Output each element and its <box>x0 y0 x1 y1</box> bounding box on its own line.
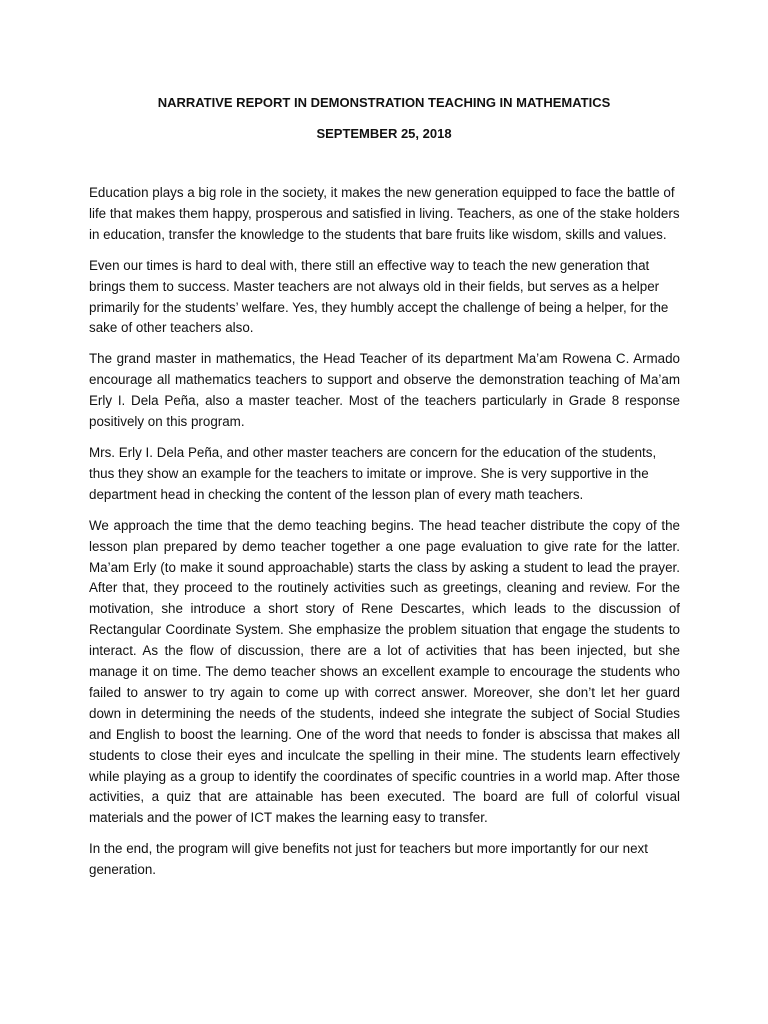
document-body <box>89 183 680 891</box>
document-title: NARRATIVE REPORT IN DEMONSTRATION TEACHING IN MATHEMATICS <box>157 95 611 110</box>
paragraph-education-role: Education plays a big role in the society, it makes the new generation equipped to face the battle of life that makes them happy, prosperous and satisfied in living. Teachers, as one of the stake holders in education, transfer the knowledge to the students that bare fruits like wisdom, skills and values. <box>89 185 680 242</box>
paragraph-conclusion: In the end, the program will give benefits not just for teachers but more importantly for our next generation. <box>89 841 648 878</box>
paragraph-demo-teaching: We approach the time that the demo teaching begins. The head teacher distribute the copy of the lesson plan prepared by demo teacher together a one page evaluation to give rate for the latter. Ma’am Erly (to make it sound approachable) starts the class by asking a student to lead the prayer. After that, they proceed to the routinely activities such as greetings, cleaning and review. For the motivation, she introduce a short story of Rene Descartes, which leads to the discussion of Rectangular Coordinate System. She emphasize the problem situation that engage the students to interact. As the flow of discussion, there are a lot of activities that has been injected, but she manage it on time. The demo teacher shows an excellent example to encourage the students who failed to answer to try again to come up with correct answer. Moreover, she don’t let her guard down in determining the needs of the students, indeed she integrate the subject of Social Studies and English to boost the learning. One of the word that needs to fonder is abscissa that makes all students to close their eyes and inculcate the spelling in their mine. The students learn effectively while playing as a group to identify the coordinates of specific countries in a world map. After those activities, a quiz that are attainable has been executed. The board are full of colorful visual materials and the power of ICT makes the learning easy to transfer. <box>89 517 680 826</box>
document-date: SEPTEMBER 25, 2018 <box>316 126 452 141</box>
paragraph-head-teacher: The grand master in mathematics, the Head Teacher of its department Ma’am Rowena C. Armado encourage all mathematics teachers to support and observe the demonstration teaching of Ma’am Erly I. Dela Peña, also a master teacher. Most of the teachers particularly in Grade 8 response positively on this program. <box>89 351 680 430</box>
paragraph-master-teachers: Even our times is hard to deal with, there still an effective way to teach the new generation that brings them to success. Master teachers are not always old in their fields, but serves as a helper primarily for the students’ welfare. Yes, they humbly accept the challenge of being a helper, for the sake of other teachers also. <box>89 257 669 336</box>
paragraph-dela-pena: Mrs. Erly I. Dela Peña, and other master teachers are concern for the education of the students, thus they show an example for the teachers to imitate or improve. She is very supportive in the department head in checking the content of the lesson plan of every math teachers. <box>89 444 657 502</box>
